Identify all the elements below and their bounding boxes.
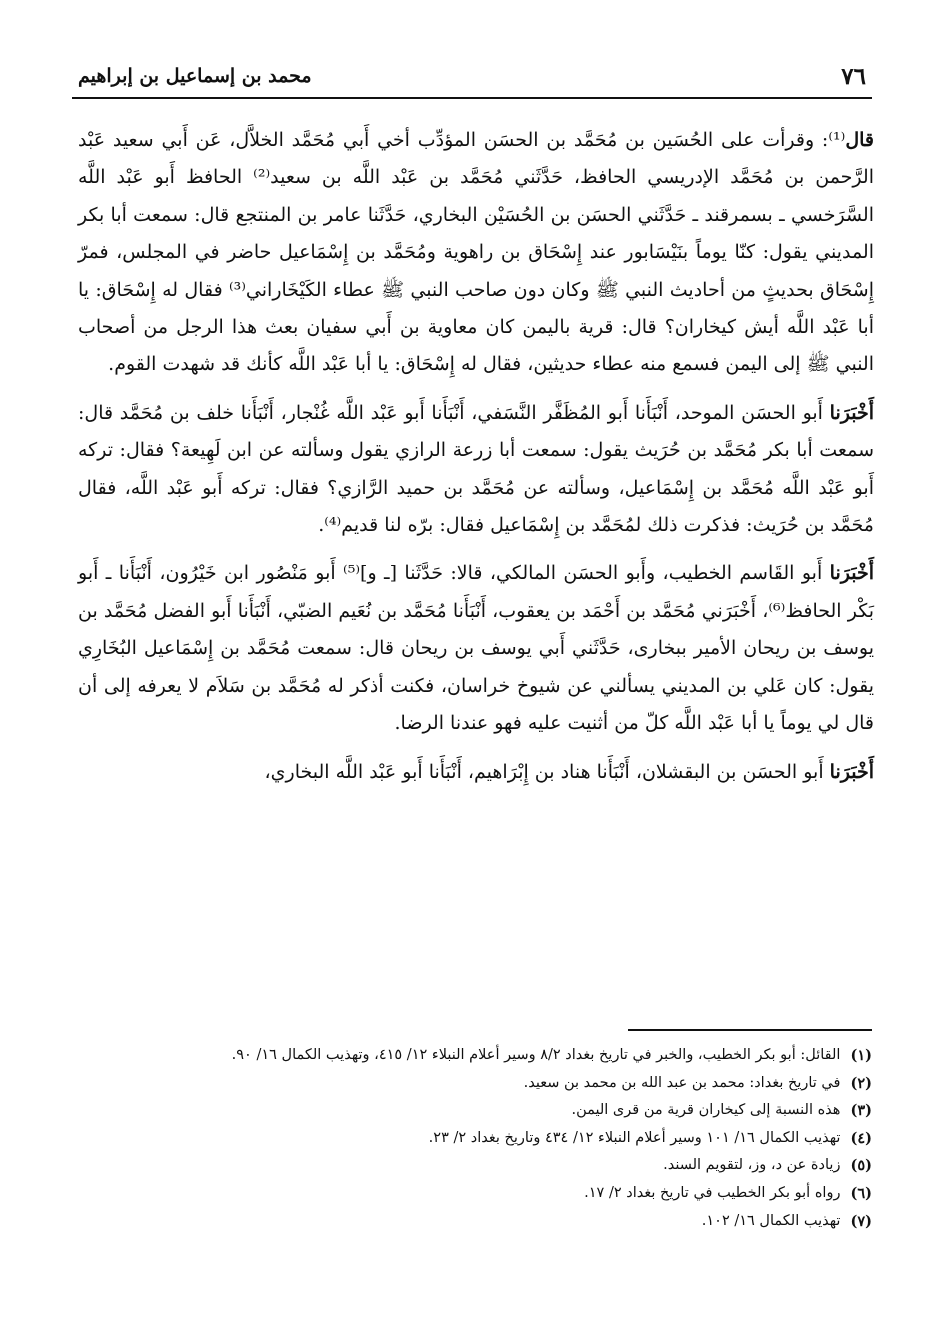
- footnote-text: القائل: أبو بكر الخطيب، والخبر في تاريخ بغداد ٨/٢ وسير أعلام النبلاء ١٢/ ٤١٥، وتهذيب الكمال ١٦/ ٩٠.: [231, 1047, 841, 1063]
- footnote: [78, 1097, 872, 1125]
- footnote-mark: (٧): [850, 1212, 872, 1230]
- paragraph: [78, 754, 874, 791]
- paragraph-lead: أَخْبَرَنا: [829, 562, 874, 585]
- paragraph-text: أَبو الحسَن بن البقشلان، أَنْبَأَنا هناد بن إِبْرَاهيم، أَنْبَأَنا أَبو عَبْد اللَّه البخاري،: [264, 760, 830, 783]
- footnotes: [78, 1042, 872, 1235]
- paragraph: [78, 122, 874, 384]
- footnote-mark: (٤): [850, 1129, 872, 1147]
- running-header: [78, 56, 866, 96]
- paragraph: [78, 555, 874, 742]
- footnote-mark: (١): [850, 1047, 872, 1064]
- footnote-mark: (٢): [850, 1074, 872, 1092]
- footnote: [78, 1070, 872, 1098]
- footnote: [78, 1152, 872, 1180]
- paragraph-lead: أَخْبَرَنا: [829, 760, 874, 783]
- page-number: ٧٦: [841, 62, 866, 90]
- footnote-mark: (٦): [850, 1184, 872, 1202]
- paragraph: [78, 395, 874, 545]
- main-text: [78, 122, 874, 802]
- footnote-text: زيادة عن د، وز، لتقويم السند.: [663, 1157, 841, 1174]
- footnote-text: رواه أبو بكر الخطيب في تاريخ بغداد ٢/ ١٧.: [584, 1184, 841, 1201]
- paragraph-text: ⁽¹⁾: وقرأت على الحُسَين بن مُحَمَّد بن الحسَن المؤدِّب أخي أَبي مُحَمَّد الخلاَّل، عَن أَبي سعيد عَبْد الرَّحمن بن مُحَمَّد الإدريسي الحافظ، حَدَّثَني مُحَمَّد بن عَبْد اللَّه بن سعيد⁽²⁾ الحافظ أَبو عَبْد اللَّه السَّرَخسي ـ بسمرقند ـ حَدَّثَني الحسَن بن الحُسَيْن البخاري، حَدَّثَنا عامر بن المنتجع قال: سمعت أبا بكر المديني يقول: كنّا يوماً بنَيْسَابور عند إِسْحَاق بن راهوية ومُحَمَّد بن إِسْمَاعيل حاضر في المجلس، فمرّ إِسْحَاق بحديثٍ من أحاديث النبي ﷺ وكان دون صاحب النبي ﷺ عطاء الكَيْخَاراني⁽³⁾ فقال له إِسْحَاق: يا أبا عَبْد اللَّه أيش كيخاران؟ قال: قرية باليمن كان معاوية بن أَبي سفيان بعث هذا الرجل من أصحاب النبي ﷺ إلى اليمن فسمع منه عطاء حديثين، فقال له إِسْحَاق: يا أبا عَبْد اللَّه كأنك قد شهدت القوم.: [78, 129, 874, 376]
- footnote-rule: [628, 1029, 872, 1031]
- footnote: [78, 1208, 872, 1236]
- footnote-text: في تاريخ بغداد: محمد بن عبد الله بن محمد بن سعيد.: [523, 1074, 841, 1091]
- paragraph-lead: أَخْبَرَنا: [829, 401, 874, 424]
- running-title: محمد بن إسماعيل بن إبراهيم: [78, 65, 312, 87]
- footnote-text: هذه النسبة إلى كيخاران قرية من قرى اليمن.: [571, 1102, 841, 1119]
- paragraph-text: أَبو القَاسم الخطيب، وأَبو الحسَن المالكي، قالا: حَدَّثَنا [ـ و]⁽⁵⁾ أَبو مَنْصُور ابن خَيْرُون، أَنْبَأَنا ـ أَبو بَكْر الحافظ⁽⁶⁾، أَخْبَرَني مُحَمَّد بن أَحْمَد بن يعقوب، أَنْبَأَنا مُحَمَّد بن نُعَيم الضبّي، أَنْبَأَنا أَبو الفضل مُحَمَّد بن يوسف بن ريحان الأمير ببخارى، حَدَّثَني أَبي يوسف بن ريحان قال: سمعت مُحَمَّد بن إِسْمَاعيل البُخَارِي يقول: كان عَلي بن المديني يسألني عن شيوخ خراسان، فكنت أذكر له مُحَمَّد بن سَلاَم لا يعرفه إلى أن قال لي يوماً يا أبا عَبْد اللَّه كلّ من أثنيت عليه فهو عندنا الرضا.: [78, 562, 874, 735]
- footnote-mark: (٣): [850, 1102, 872, 1120]
- paragraph-lead: قال: [845, 129, 874, 151]
- header-rule: [72, 97, 872, 99]
- footnote-mark: (٥): [850, 1157, 872, 1175]
- footnote: [78, 1042, 872, 1070]
- footnote-text: تهذيب الكمال ١٦/ ١٠٢.: [701, 1212, 841, 1229]
- paragraph-text: أَبو الحسَن الموحد، أَنْبَأَنا أَبو المُظَفَّر النَّسَفي، أَنْبَأَنا أَبو عَبْد اللَّه غُنْجار، أَنْبَأَنا خلف بن مُحَمَّد قال: سمعت أبا بكر مُحَمَّد بن حُرَيث يقول: سمعت أبا زرعة الرازي يقول وسألته عن ابن لَهِيعة؟ فقال: تركه أَبو عَبْد اللَّه مُحَمَّد بن إِسْمَاعيل، وسألته عن مُحَمَّد بن حميد الرَّازي؟ فقال: تركه أَبو عَبْد اللَّه، فقال مُحَمَّد بن حُرَيث: فذكرت ذلك لمُحَمَّد بن إِسْمَاعيل فقال: برّه لنا قديم⁽⁴⁾.: [78, 401, 874, 537]
- footnote: [78, 1180, 872, 1208]
- footnote: [78, 1125, 872, 1153]
- footnote-text: تهذيب الكمال ١٦/ ١٠١ وسير أعلام النبلاء ١٢/ ٤٣٤ وتاريخ بغداد ٢/ ٢٣.: [428, 1129, 841, 1146]
